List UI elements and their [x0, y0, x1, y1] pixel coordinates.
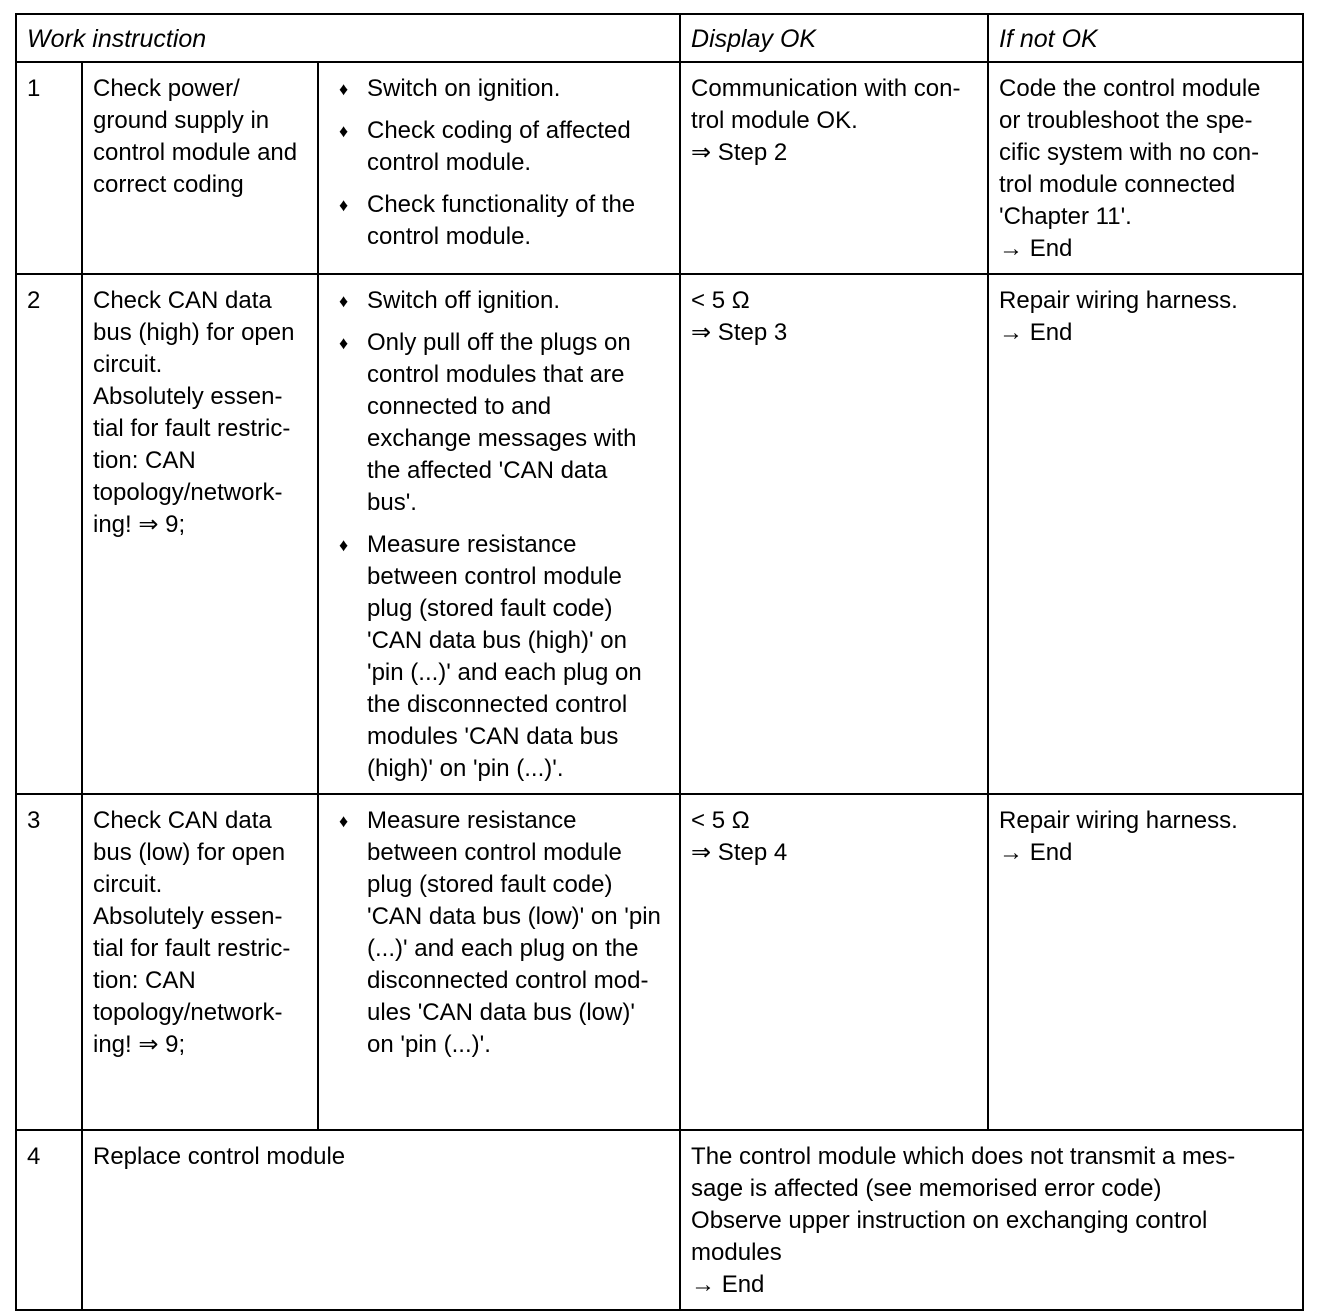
bullet-diamond-icon: ♦ [339, 195, 349, 215]
bullet-diamond-icon: ♦ [339, 535, 349, 555]
table-row [16, 794, 1303, 1130]
action-item: ♦ Only pull off the plugs on control modules that are connected to and exchange messages with the affected 'CAN data bus'. [339, 329, 637, 516]
step-note: The control module which does not transmit a mes- sage is affected (see memorised error code) Observe upper instruction on exchanging control modules → End [680, 1130, 1303, 1310]
step-number: 1 [16, 62, 82, 274]
step-title: Check CAN data bus (high) for open circuit. Absolutely essen- tial for fault restric- tion: CAN topology/network- ing! ⇒ 9; [82, 274, 318, 794]
step-actions [318, 62, 680, 274]
work-instruction-table [15, 13, 1304, 1311]
action-item: ♦ Measure resistance between control module plug (stored fault code) 'CAN data bus (low)' on 'pin (...)' and each plug on the disconnected control mod- ules 'CAN data bus (low)' on 'pin (...)'. [339, 807, 661, 1058]
step-number: 4 [16, 1130, 82, 1310]
action-item: ♦ Switch on ignition. [329, 73, 669, 105]
table-row [16, 1130, 1303, 1310]
display-ok-cell: < 5 Ω ⇒ Step 3 [680, 274, 988, 794]
display-ok-cell: < 5 Ω ⇒ Step 4 [680, 794, 988, 1130]
action-item: ♦ Check functionality of the control module. [339, 191, 636, 250]
if-not-ok-cell: Repair wiring harness. → End [988, 274, 1303, 794]
bullet-diamond-icon: ♦ [339, 291, 349, 311]
action-item: ♦ Measure resistance between control module plug (stored fault code) 'CAN data bus (high)' on 'pin (...)' and each plug on the disconnected control modules 'CAN data bus (high)' on 'pin (...)'. [339, 531, 642, 782]
display-ok-cell: Communication with con- trol module OK. ⇒ Step 2 [680, 62, 988, 274]
bullet-diamond-icon: ♦ [339, 79, 349, 99]
action-item: ♦ Switch off ignition. [329, 285, 669, 317]
if-not-ok-cell: Repair wiring harness. → End [988, 794, 1303, 1130]
bullet-diamond-icon: ♦ [339, 811, 349, 831]
bullet-diamond-icon: ♦ [339, 121, 349, 141]
header-display-ok: Display OK [680, 14, 988, 62]
header-row [16, 14, 1303, 62]
header-if-not-ok: If not OK [988, 14, 1303, 62]
step-actions [318, 274, 680, 794]
bullet-diamond-icon: ♦ [339, 333, 349, 353]
step-title: Check power/ ground supply in control module and correct coding [82, 62, 318, 274]
step-title: Check CAN data bus (low) for open circuit. Absolutely essen- tial for fault restric- tion: CAN topology/network- ing! ⇒ 9; [82, 794, 318, 1130]
header-work-instruction: Work instruction [16, 14, 680, 62]
table-row [16, 274, 1303, 794]
action-item: ♦ Check coding of affected control module. [339, 117, 631, 176]
step-title: Replace control module [82, 1130, 680, 1310]
table-row [16, 62, 1303, 274]
step-number: 3 [16, 794, 82, 1130]
if-not-ok-cell: Code the control module or troubleshoot the spe- cific system with no con- trol module connected 'Chapter 11'. → End [988, 62, 1303, 274]
step-actions [318, 794, 680, 1130]
step-number: 2 [16, 274, 82, 794]
